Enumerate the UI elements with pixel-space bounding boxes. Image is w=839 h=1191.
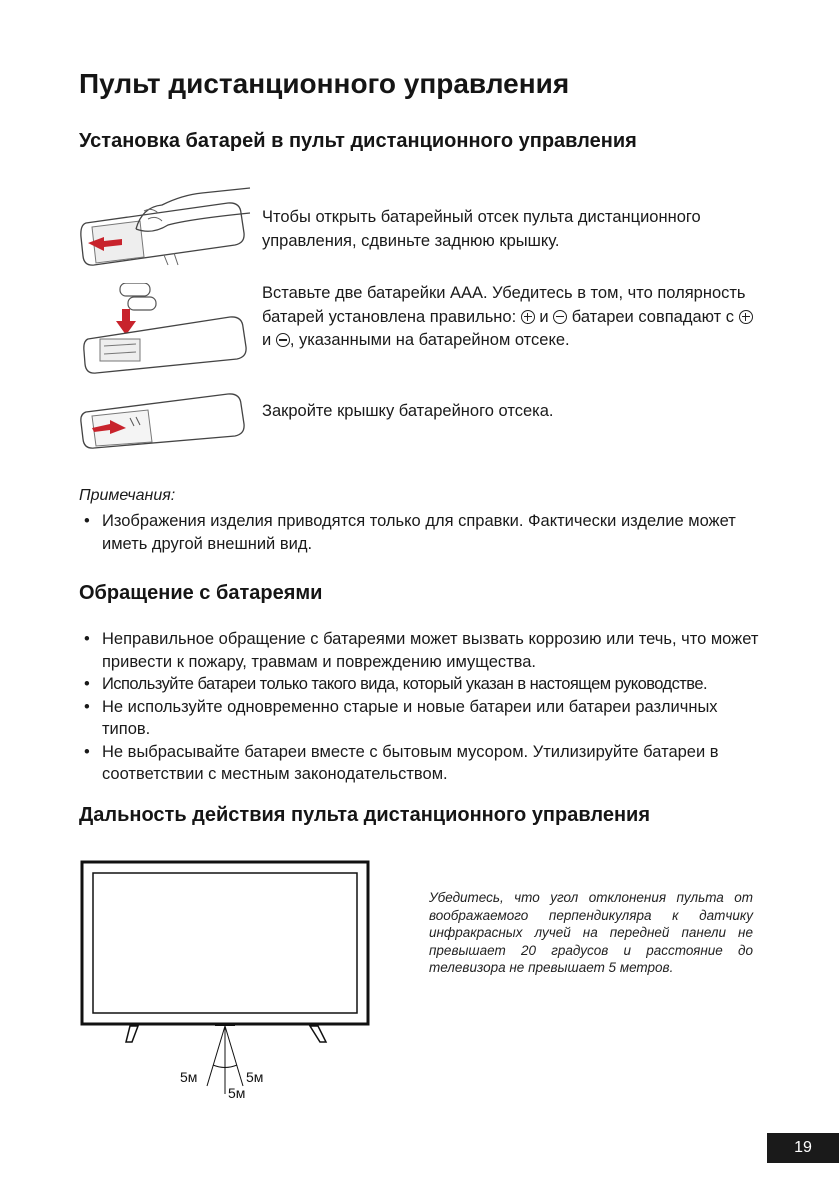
step2-text-2: батареи совпадают с (571, 307, 735, 326)
install-heading: Установка батарей в пульт дистанционного управления (79, 130, 637, 152)
step2-and-1: и (539, 307, 549, 326)
page-number: 19 (767, 1133, 839, 1163)
close-cover-illustration (78, 390, 253, 452)
page-title: Пульт дистанционного управления (79, 68, 570, 99)
tv-screen (93, 873, 357, 1013)
range-label-right: 5м (246, 1069, 264, 1085)
step-insert-batteries (262, 282, 762, 353)
insert-batteries-illustration (82, 283, 257, 375)
range-heading: Дальность действия пульта дистанционного управления (79, 804, 650, 826)
plus-icon (739, 310, 753, 324)
tv-stand-right (310, 1026, 326, 1042)
minus-icon (276, 333, 290, 347)
step-open-cover: Чтобы открыть батарейный отсек пульта дистанционного управления, сдвиньте заднюю крышку. (262, 208, 701, 250)
range-line-left (207, 1026, 225, 1086)
notes-list (80, 510, 770, 555)
handling-item: • Не выбрасывайте батареи вместе с бытовым мусором. Утилизируйте батареи в соответствии с местным законодательством. (80, 741, 770, 786)
handling-heading: Обращение с батареями (79, 582, 323, 604)
plus-icon (521, 310, 535, 324)
notes-heading: Примечания: (79, 487, 176, 504)
handling-item: • Используйте батареи только такого вида, который указан в настоящем руководстве. (80, 673, 770, 696)
handling-item: • Не используйте одновременно старые и новые батареи или батареи различных типов. (80, 696, 770, 741)
range-label-center: 5м (228, 1085, 246, 1101)
note-item: • Изображения изделия приводятся только для справки. Фактически изделие может иметь другой внешний вид. (80, 510, 770, 555)
range-line-right (225, 1026, 243, 1086)
tv-range-diagram (80, 860, 380, 1110)
minus-icon (553, 310, 567, 324)
step2-text-3: , указанными на батарейном отсеке. (289, 331, 570, 349)
step2-text-1: Вставьте две батарейки AAA. Убедитесь в том, что полярность батарей установлена правильно: (262, 284, 746, 326)
tv-stand-left (126, 1026, 138, 1042)
range-note: Убедитесь, что угол отклонения пульта от воображаемого перпендикуляра к датчику инфракрасных лучей на передней панели не превышает 20 градусов и расстояние до телевизора не превышает 5 метров. (429, 890, 753, 975)
handling-list (80, 628, 770, 786)
range-label-left: 5м (180, 1069, 198, 1085)
open-cover-illustration (78, 185, 253, 270)
step-close-cover: Закройте крышку батарейного отсека. (262, 402, 554, 420)
step2-and-2: и (262, 331, 272, 349)
handling-item: • Неправильное обращение с батареями может вызвать коррозию или течь, что может привести к пожару, травмам и повреждению имущества. (80, 628, 770, 673)
